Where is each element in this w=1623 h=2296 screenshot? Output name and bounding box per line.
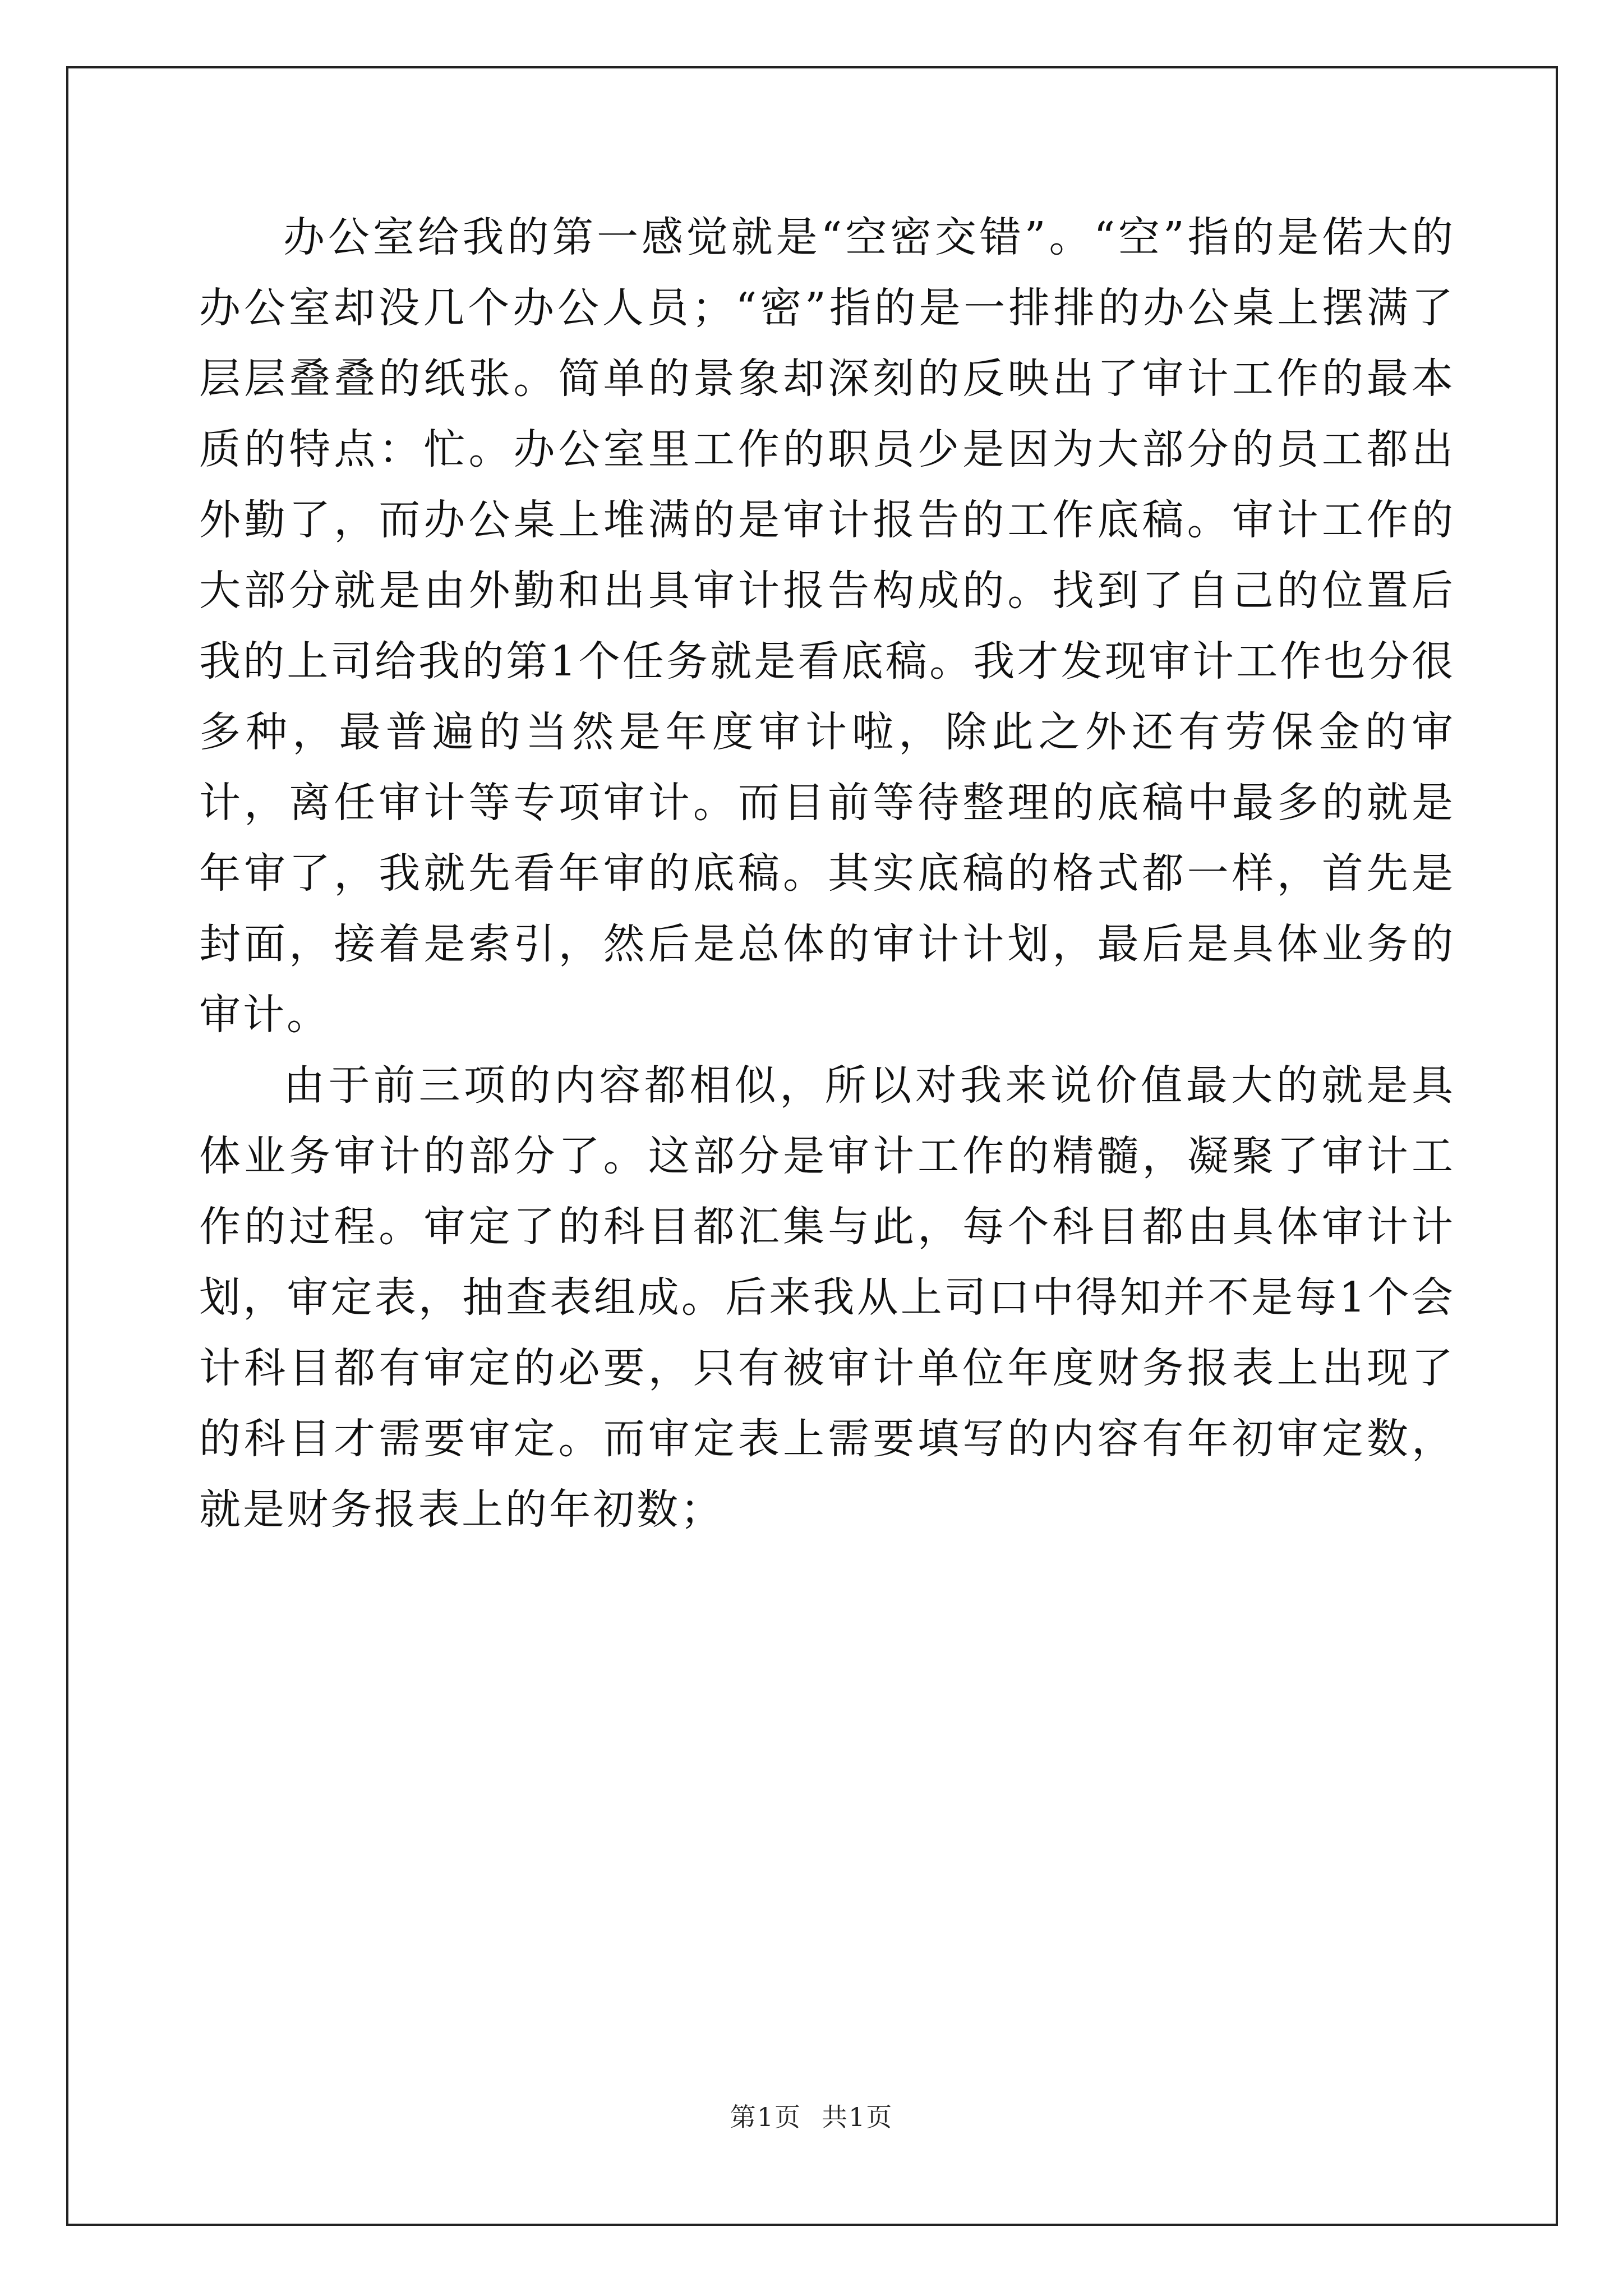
paragraph-2: 由于前三项的内容都相似，所以对我来说价值最大的就是具体业务审计的部分了。这部分是审计工作的精髓，凝聚了审计工作的过程。审定了的科目都汇集与此，每个科目都由具体审计计划，审定表，抽查表组成。后来我从上司口中得知并不是每1个会计科目都有审定的必要，只有被审计单位年度财务报表上出现了的科目才需要审定。而审定表上需要填写的内容有年初审定数，就是财务报表上的年初数； [199,1061,1455,1534]
page-footer [0,2097,1623,2134]
page-number-total: 共1页 [822,2102,893,2132]
document-body [199,202,1455,1545]
page-number-current: 第1页 [730,2102,801,2132]
paragraph-1: 办公室给我的第一感觉就是“空密交错”。“空”指的是偌大的办公室却没几个办公人员；“密”指的是一排排的办公桌上摆满了层层叠叠的纸张。简单的景象却深刻的反映出了审计工作的最本质的特点：忙。办公室里工作的职员少是因为大部分的员工都出外勤了，而办公桌上堆满的是审计报告的工作底稿。审计工作的大部分就是由外勤和出具审计报告构成的。找到了自己的位置后我的上司给我的第1个任务就是看底稿。我才发现审计工作也分很多种，最普遍的当然是年度审计啦，除此之外还有劳保金的审计，离任审计等专项审计。而目前等待整理的底稿中最多的就是年审了，我就先看年审的底稿。其实底稿的格式都一样，首先是封面，接着是索引，然后是总体的审计计划，最后是具体业务的审计。 [199,213,1455,1039]
